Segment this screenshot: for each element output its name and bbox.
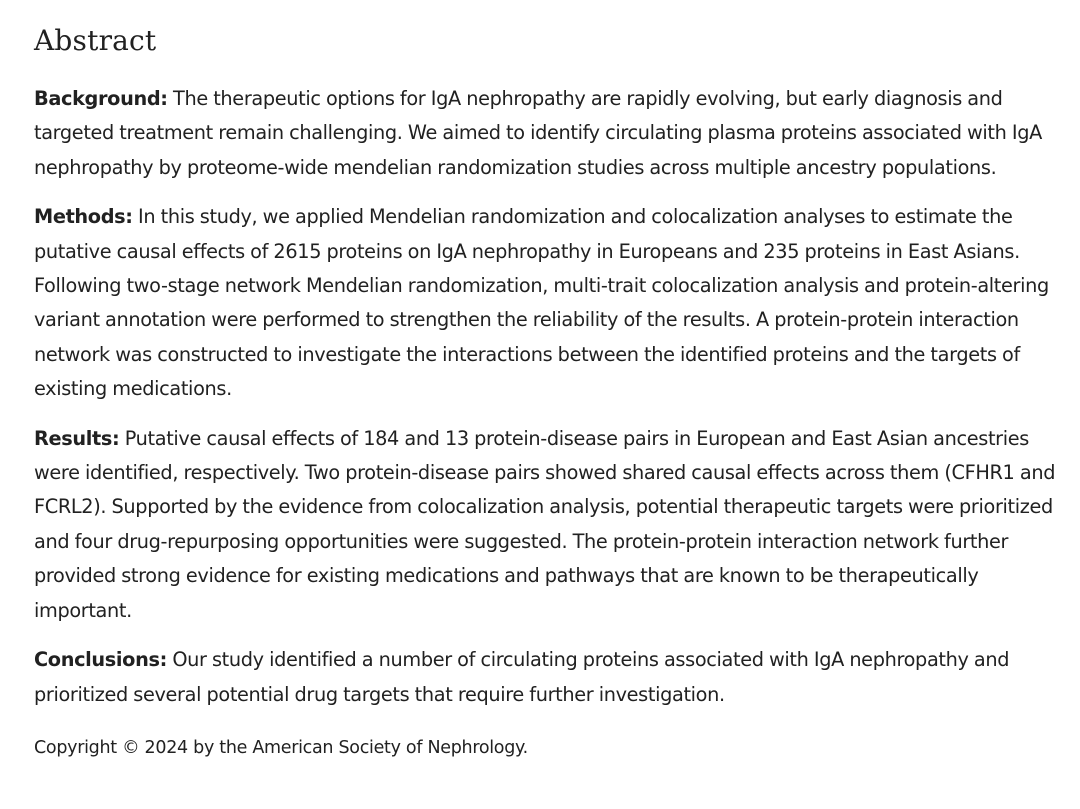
- section-label: Methods:: [34, 205, 133, 229]
- section-text: The therapeutic options for IgA nephropathy are rapidly evolving, but early diagnosis and targeted treatment remain challenging. We aimed to identify circulating plasma proteins associated with IgA nephropathy by proteome-wide mendelian randomization studies across multiple ancestry populations.: [34, 87, 1042, 179]
- abstract-section-methods: [34, 200, 1070, 406]
- abstract-section-results: [34, 422, 1070, 628]
- abstract-heading: Abstract: [34, 24, 157, 57]
- section-text: Putative causal effects of 184 and 13 protein-disease pairs in European and East Asian ancestries were identified, respectively. Two protein-disease pairs showed shared causal effects across them (CFHR1 and FCRL2). Supported by the evidence from colocalization analysis, potential therapeutic targets were prioritized and four drug-repurposing opportunities were suggested. The protein-protein interaction network further provided strong evidence for existing medications and pathways that are known to be therapeutically important.: [34, 426, 1056, 622]
- section-text: In this study, we applied Mendelian randomization and colocalization analyses to estimate the putative causal effects of 2615 proteins on IgA nephropathy in Europeans and 235 proteins in East Asians. Following two-stage network Mendelian randomization, multi-trait colocalization analysis and protein-altering variant annotation were performed to strengthen the reliability of the results. A protein-protein interaction network was constructed to investigate the interactions between the identified proteins and the targets of existing medications.: [34, 205, 1049, 401]
- copyright-notice: Copyright © 2024 by the American Society of Nephrology.: [34, 737, 528, 758]
- abstract-section-background: [34, 82, 1070, 185]
- abstract-section-conclusions: [34, 643, 1070, 712]
- section-label: Results:: [34, 426, 120, 450]
- abstract-container: [34, 22, 1070, 760]
- section-label: Background:: [34, 87, 168, 110]
- section-text: Our study identified a number of circulating proteins associated with IgA nephropathy and prioritized several potential drug targets that require further investigation.: [34, 648, 1010, 706]
- section-label: Conclusions:: [34, 648, 167, 672]
